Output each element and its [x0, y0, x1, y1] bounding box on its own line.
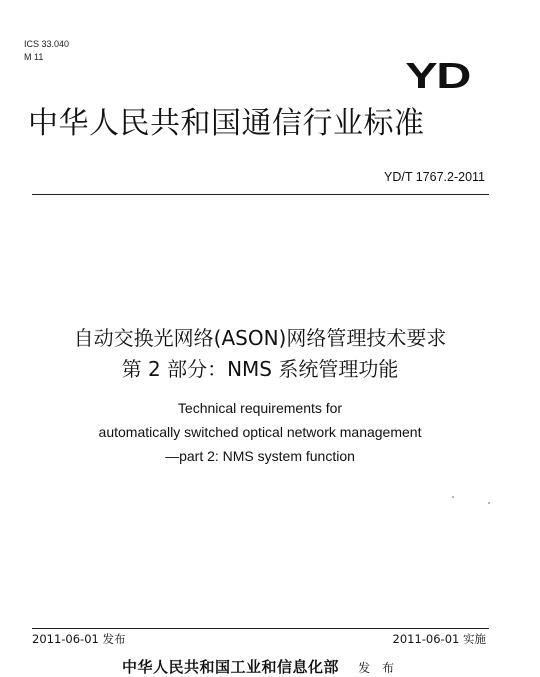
chinese-title-line-2: 第 2 部分：NMS 系统管理功能	[121, 357, 399, 381]
issuer-name: 中华人民共和国工业和信息化部	[122, 658, 340, 676]
standard-number: YD/T 1767.2-2011	[384, 170, 485, 184]
chinese-title-line-1: 自动交换光网络(ASON)网络管理技术要求	[73, 326, 447, 350]
ics-code: ICS 33.040	[24, 39, 70, 49]
scan-speck	[488, 502, 490, 504]
publish-date: 2011-06-01 发布	[32, 632, 126, 646]
implement-date: 2011-06-01 实施	[392, 632, 486, 646]
classification-codes	[24, 38, 69, 64]
top-divider	[32, 194, 489, 195]
organization-standard-title: 中华人民共和国通信行业标准	[28, 106, 425, 141]
issuer-action: 发 布	[358, 661, 398, 675]
english-title-line-3: —part 2: NMS system function	[165, 448, 355, 464]
issuer-line	[0, 656, 520, 677]
bottom-divider	[32, 628, 489, 629]
ccs-code: M 11	[24, 52, 44, 62]
scan-speck	[452, 496, 454, 498]
english-title-line-2: automatically switched optical network management	[98, 424, 422, 440]
yd-logo: YD	[405, 55, 470, 96]
english-title-line-1: Technical requirements for	[177, 400, 343, 416]
